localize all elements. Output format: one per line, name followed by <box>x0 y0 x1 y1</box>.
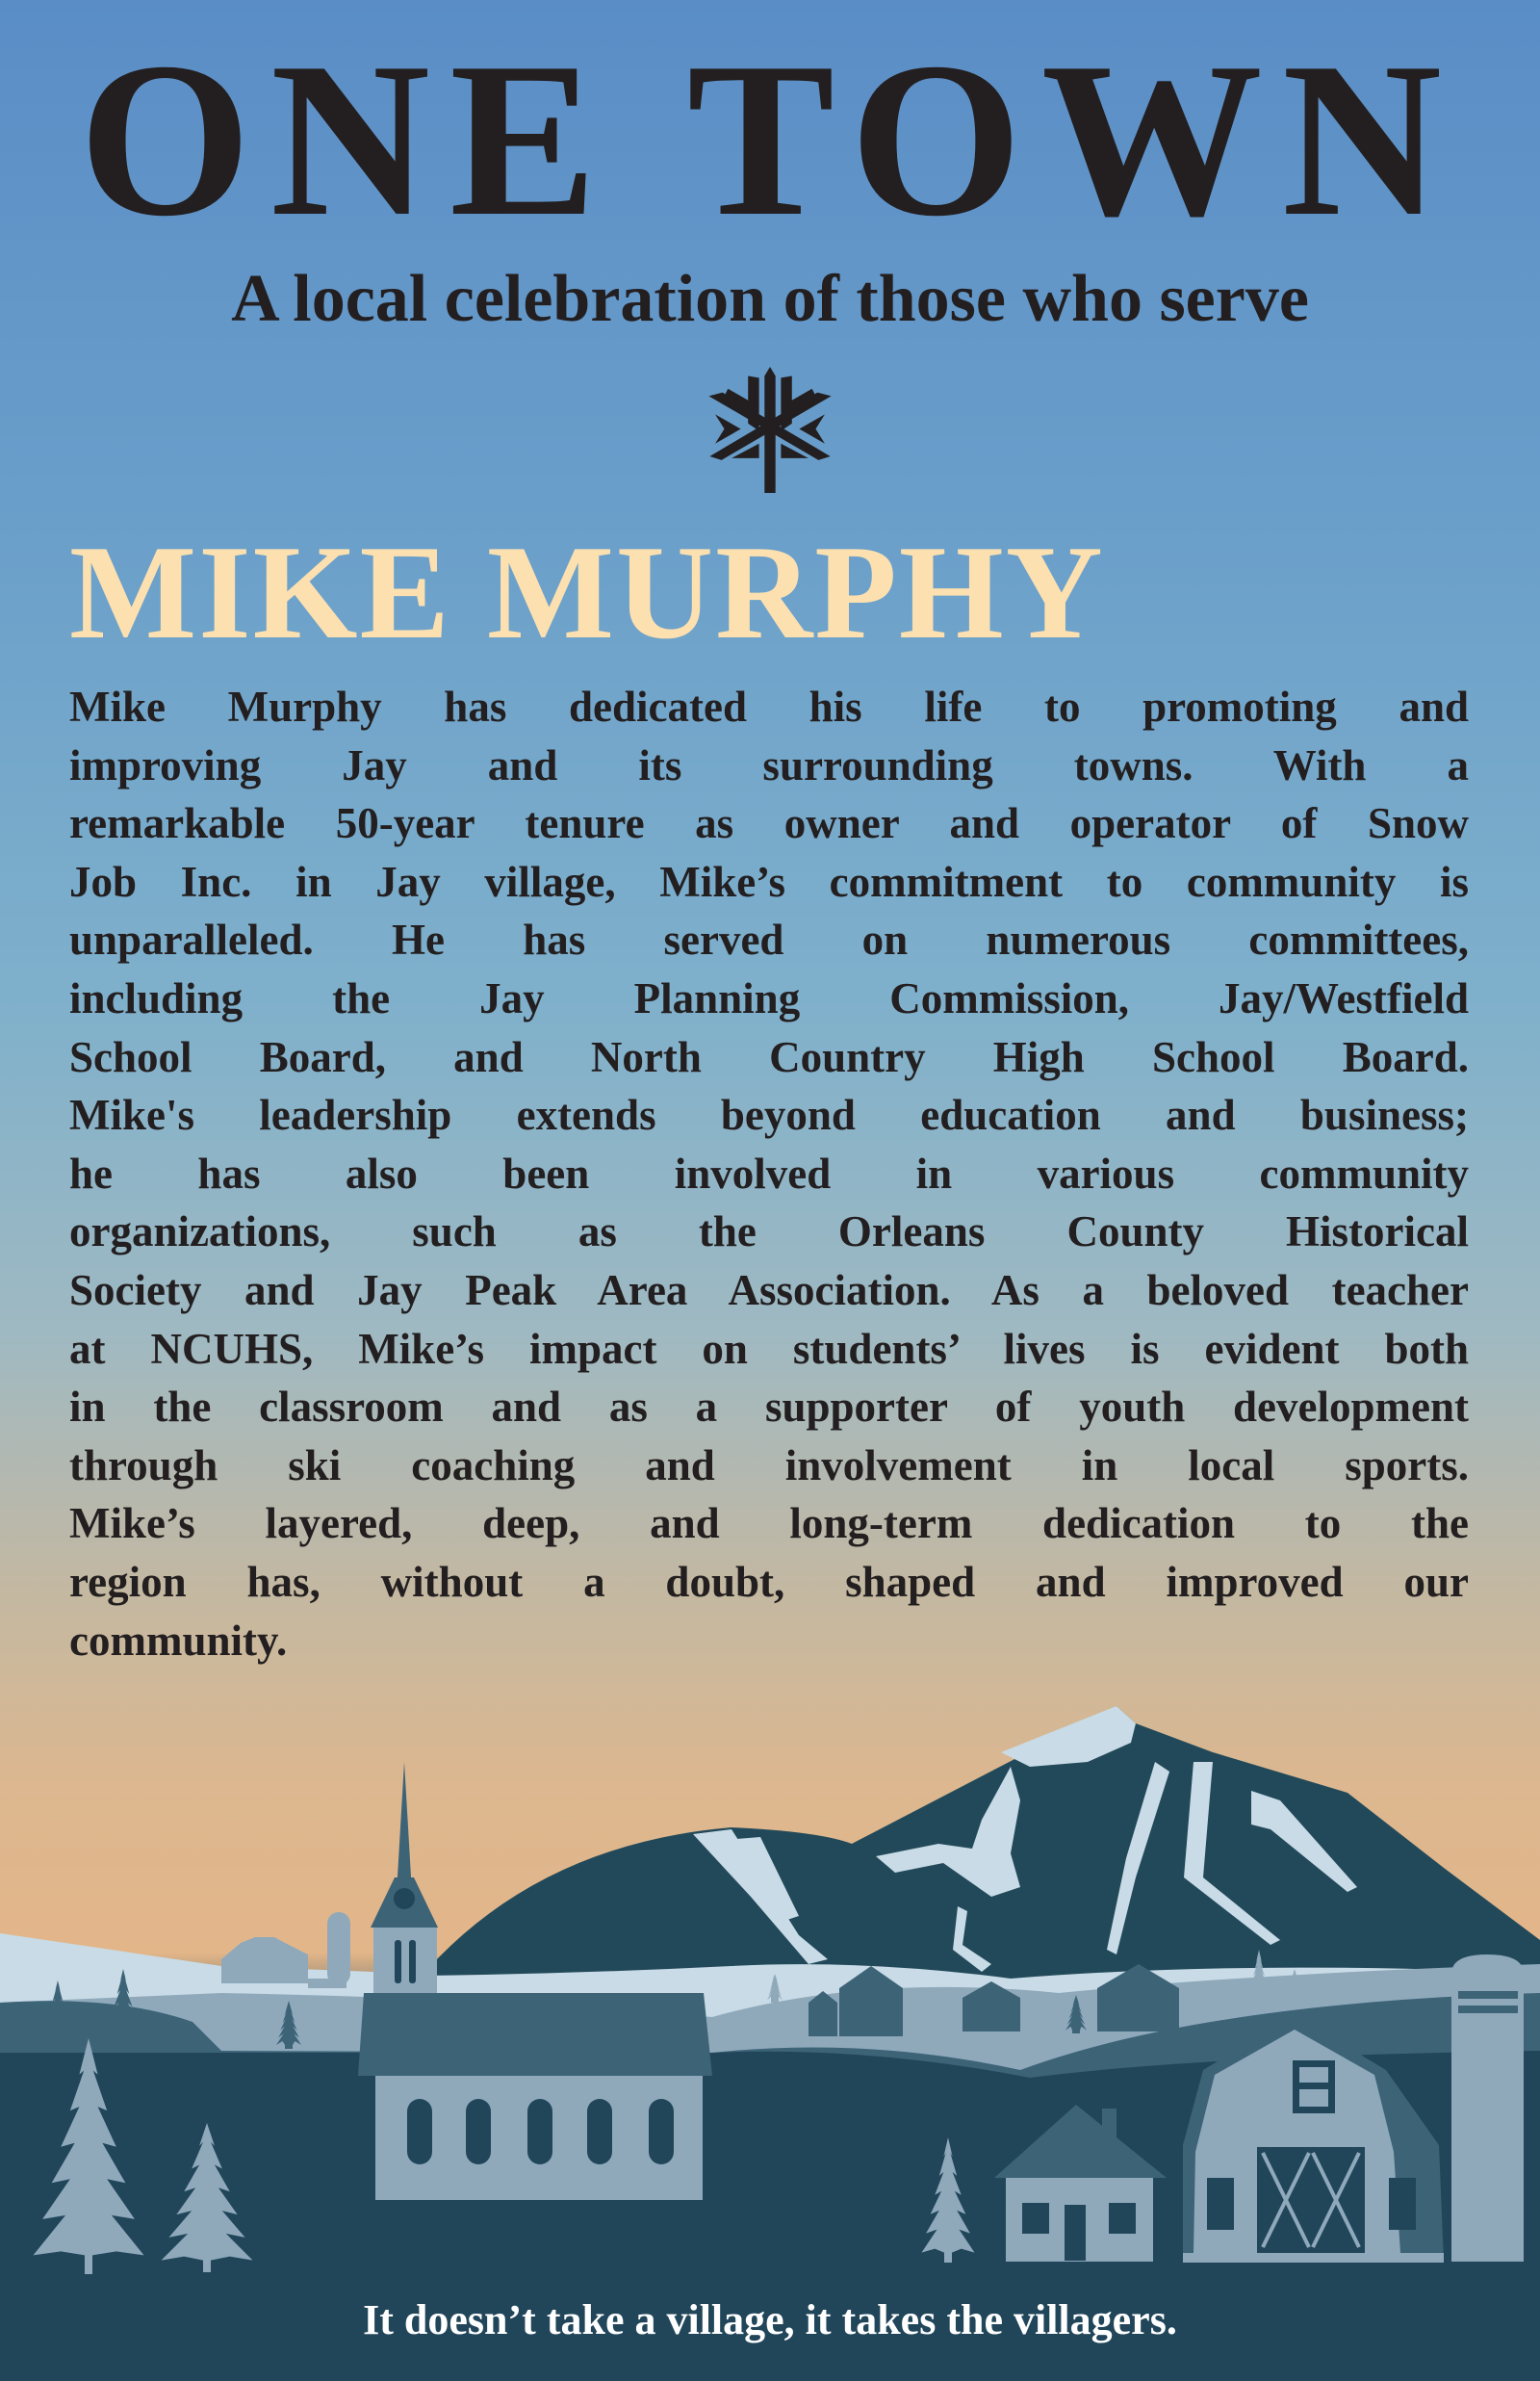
bio-line: through ski coaching and involvement in local sports. <box>69 1440 1469 1489</box>
bio-line: Mike Murphy has dedicated his life to promoting and <box>69 683 1469 731</box>
village-landscape-illustration <box>0 1685 1540 2381</box>
poster-title: ONE TOWN <box>78 16 1461 262</box>
footer-quote: It doesn’t take a village, it takes the villagers. <box>363 2296 1177 2343</box>
bio-line: at NCUHS, Mike’s impact on students’ lives is evident both <box>69 1324 1469 1373</box>
bio-line: Job Inc. in Jay village, Mike’s commitment to community is <box>69 857 1469 906</box>
bio-line: he has also been involved in various community <box>69 1149 1469 1198</box>
bio-line: Mike’s layered, deep, and long-term dedication to the <box>69 1499 1469 1548</box>
bio-line: Society and Jay Peak Area Association. As a beloved teacher <box>69 1265 1469 1314</box>
silo <box>1451 1954 1524 2262</box>
bio-line: Mike's leadership extends beyond education and business; <box>69 1091 1469 1140</box>
bio-line: School Board, and North Country High School Board. <box>69 1032 1469 1081</box>
bio-line: unparalleled. He has served on numerous committees, <box>69 916 1469 965</box>
farmhouse-distant <box>221 1912 350 1988</box>
bio-line: including the Jay Planning Commission, Jay/Westfield <box>69 973 1469 1022</box>
bio-line: improving Jay and its surrounding towns. With a <box>69 740 1469 789</box>
poster-subtitle: A local celebration of those who serve <box>231 262 1309 336</box>
bio-line: remarkable 50-year tenure as owner and operator of Snow <box>69 799 1469 848</box>
bio-line: in the classroom and as a supporter of youth development <box>69 1383 1469 1432</box>
bio-line: region has, without a doubt, shaped and improved our <box>69 1557 1469 1606</box>
honoree-bio <box>69 678 1469 1669</box>
honoree-name: MIKE MURPHY <box>69 518 1105 667</box>
maple-leaf-skis-icon <box>701 349 839 493</box>
bio-line: community. <box>69 1616 288 1665</box>
bio-line: organizations, such as the Orleans County Historical <box>69 1207 1469 1256</box>
